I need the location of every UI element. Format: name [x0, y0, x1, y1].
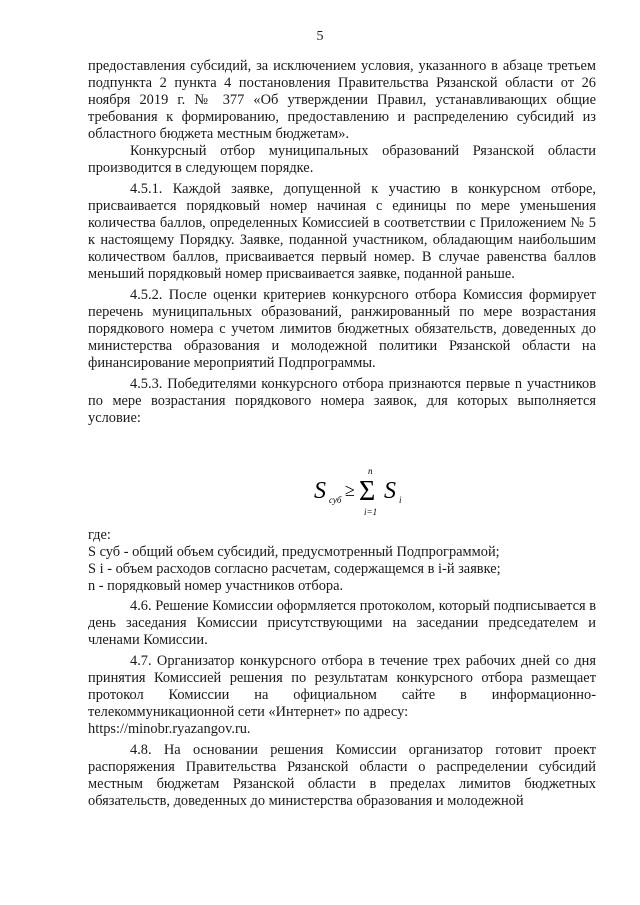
paragraph-intro: предоставления субсидий, за исключением условия, указанного в абзаце третьем подпункта 2 пункта 4 постановления Правительства Рязанской области от 26 ноября 2019 г. № 377 «Об утверждении Правил, устанавливающих общие требования к формированию, предоставлению и распределению субсидий из областного бюджета местным бюджетам». [88, 58, 596, 142]
paragraph-4-8: 4.8. На основании решения Комиссии организатор готовит проект распоряжения Правительства Рязанской области о распределении субсидий местным бюджетам Рязанской области в пределах лимитов бюджетных обязательств, доведенных до министерства образования и молодежной [88, 742, 596, 809]
minobr-website-link[interactable]: https://minobr.ryazangov.ru. [88, 721, 251, 737]
paragraph-4-5-3: 4.5.3. Победителями конкурсного отбора признаются первые n участников по мере возрастания порядкового номера заявок, для которых выполняется условие: [88, 376, 596, 426]
formula-sum-sign: Σ [359, 476, 376, 507]
definition-s-sub: S суб - общий объем субсидий, предусмотренный Подпрограммой; [88, 544, 500, 560]
formula-rhs-subscript: i [399, 495, 402, 505]
paragraph-4-5-1: 4.5.1. Каждой заявке, допущенной к участию в конкурсном отборе, присваивается порядковый номер начиная с единицы по мере уменьшения количества баллов, определенных Комиссией в соответствии с Приложением № 5 к настоящему Порядку. Заявке, поданной участником, обладающим наибольшим количеством баллов, присваивается первый номер. В случае равенства баллов меньший порядковый номер присваивается заявке, поданной раньше. [88, 181, 596, 282]
formula-sum-upper: n [368, 466, 373, 476]
winner-condition-formula [0, 464, 640, 520]
formula-lhs-subscript: суб [329, 495, 342, 505]
formula-definitions [88, 527, 596, 595]
body-text-top [88, 58, 596, 427]
formula-lhs: S [314, 478, 326, 504]
definition-n: n - порядковый номер участников отбора. [88, 578, 344, 594]
definition-where: где: [88, 527, 111, 543]
definition-s-i: S i - объем расходов согласно расчетам, содержащемся в i-й заявке; [88, 561, 501, 577]
formula-graphic [300, 464, 410, 520]
page-number: 5 [316, 29, 324, 44]
paragraph-4-7: 4.7. Организатор конкурсного отбора в течение трех рабочих дней со дня принятия Комиссией решения по результатам конкурсного отбора размещает протокол Комиссии на официальном сайте в информационно-телекоммуникационной сети «Интернет» по адресу: [88, 653, 596, 720]
paragraph-4-6: 4.6. Решение Комиссии оформляется протоколом, который подписывается в день заседания Комиссии присутствующими на заседании председателем и членами Комиссии. [88, 598, 596, 648]
paragraph-4-5-2: 4.5.2. После оценки критериев конкурсного отбора Комиссия формирует перечень муниципальных образований, ранжированный по мере возрастания порядкового номера с учетом лимитов бюджетных обязательств, доведенных до министерства образования и молодежной политики Рязанской области на финансирование мероприятий Подпрограммы. [88, 287, 596, 371]
paragraph-selection: Конкурсный отбор муниципальных образований Рязанской области производится в следующем порядке. [88, 143, 596, 176]
formula-relation: ≥ [345, 480, 355, 500]
formula-rhs: S [384, 478, 396, 504]
body-text-bottom [88, 598, 596, 810]
formula-sum-lower: i=1 [364, 507, 378, 517]
